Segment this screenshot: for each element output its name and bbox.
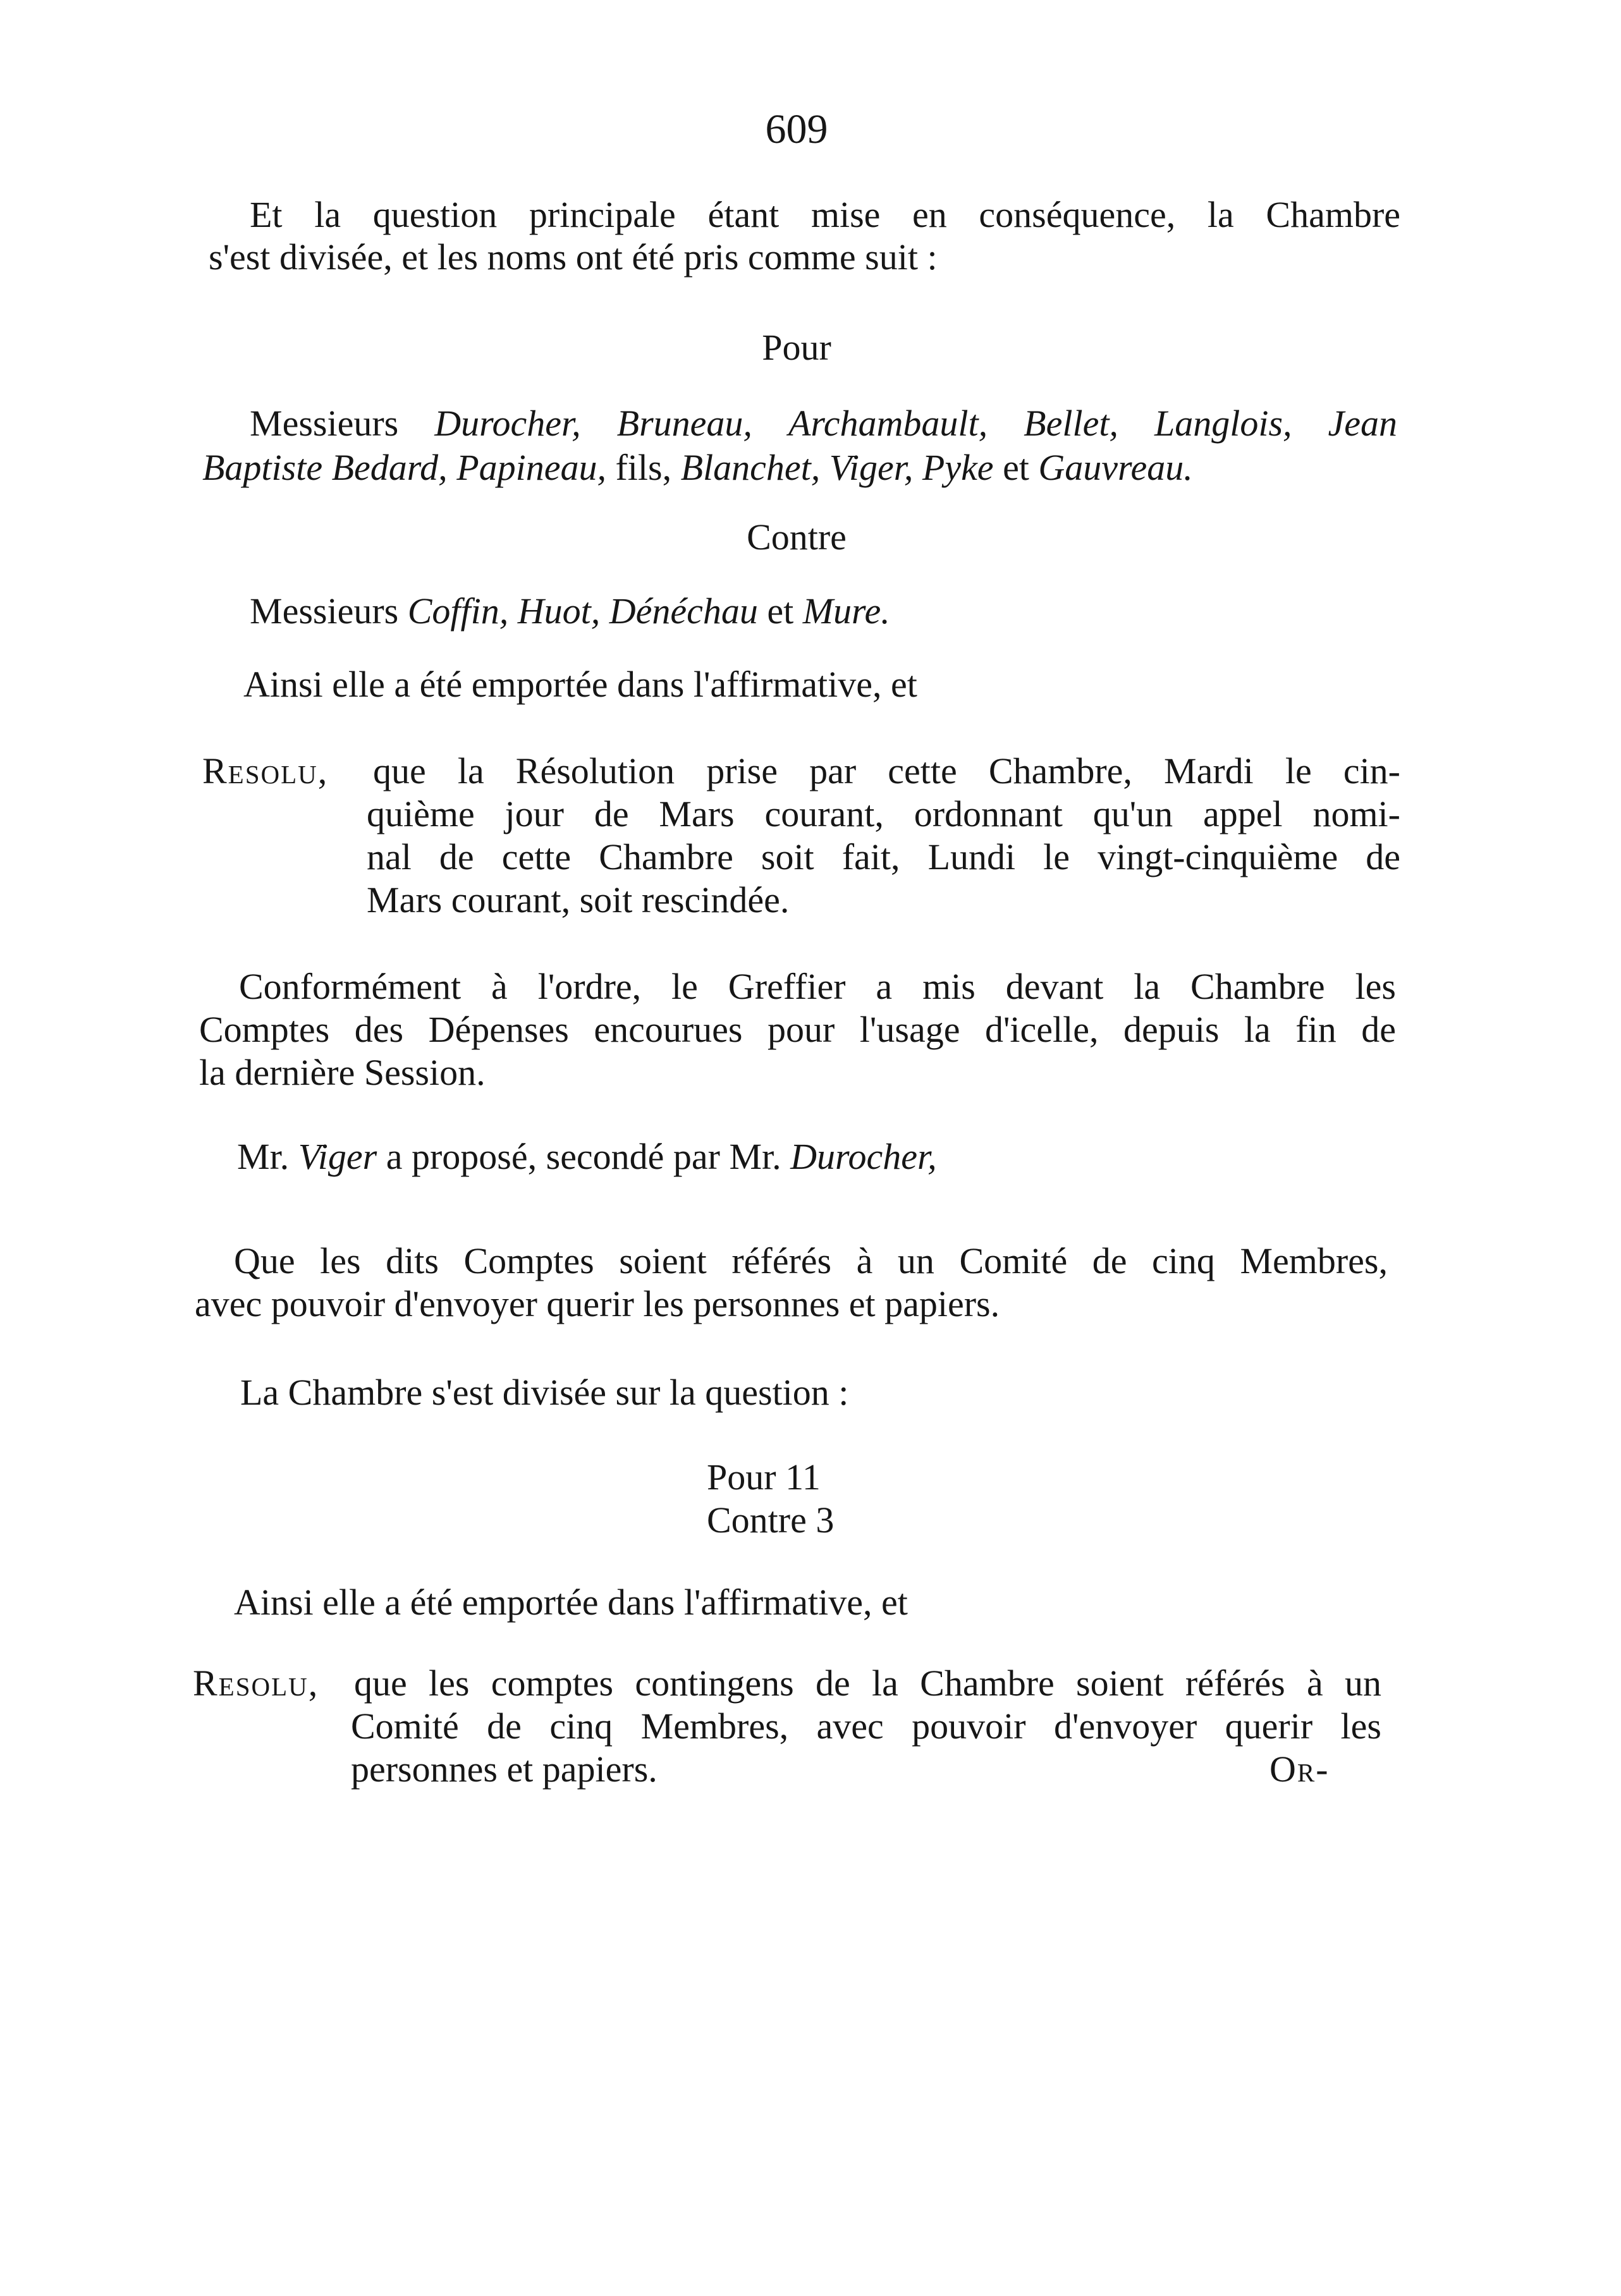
vote-pour-names-line-2 bbox=[202, 446, 1193, 490]
resolution-1-label: Resolu, bbox=[202, 750, 329, 791]
resolution-1-line-4: Mars courant, soit rescindée. bbox=[367, 879, 790, 920]
name-papineau: Papineau, bbox=[456, 447, 606, 488]
vote-pour-names-line-1 bbox=[250, 401, 1397, 446]
paragraph-1-line-2: s'est divisée, et les noms ont été pris comme suit : bbox=[209, 236, 938, 278]
paragraph-3-line-3: la dernière Session. bbox=[199, 1052, 486, 1093]
motion-text: a proposé, secondé par Mr. bbox=[386, 1136, 781, 1177]
resolution-2-line-3: personnes et papiers. bbox=[351, 1749, 658, 1790]
name-bruneau: Bruneau, bbox=[616, 403, 752, 444]
vote-2-pour: Pour 11 bbox=[707, 1456, 821, 1498]
fils-label: fils, bbox=[615, 447, 672, 488]
name-bellet: Bellet, bbox=[1024, 403, 1118, 444]
name-gauvreau: Gauvreau. bbox=[1038, 447, 1193, 488]
resolution-2-line-2: Comité de cinq Membres, avec pouvoir d'envoyer querir les bbox=[351, 1706, 1381, 1747]
name-coffin: Coffin, bbox=[407, 590, 509, 632]
name-blanchet: Blanchet, bbox=[680, 447, 821, 488]
messieurs-label: Messieurs bbox=[250, 403, 399, 444]
name-durocher: Durocher, bbox=[790, 1136, 937, 1177]
vote-contre-names bbox=[250, 589, 890, 633]
motion-line bbox=[237, 1135, 937, 1179]
mr-label: Mr. bbox=[237, 1136, 290, 1177]
paragraph-4-line-2: avec pouvoir d'envoyer querir les personnes et papiers. bbox=[195, 1283, 1000, 1324]
paragraph-2: Ainsi elle a été emportée dans l'affirmative, et bbox=[243, 664, 917, 705]
vote-contre-heading: Contre bbox=[747, 516, 847, 558]
name-langlois: Langlois, bbox=[1154, 403, 1292, 444]
name-mure: Mure. bbox=[802, 590, 890, 632]
name-durocher: Durocher, bbox=[434, 403, 581, 444]
messieurs-label: Messieurs bbox=[250, 590, 399, 632]
name-archambault: Archambault, bbox=[788, 403, 988, 444]
catchword: Or- bbox=[1269, 1749, 1330, 1790]
name-viger: Viger, bbox=[829, 447, 914, 488]
resolution-1-line-3: nal de cette Chambre soit fait, Lundi le vingt-cinquième de bbox=[367, 836, 1400, 877]
resolution-1-line-2: quième jour de Mars courant, ordonnant qu'un appel nomi- bbox=[367, 793, 1400, 834]
vote-2-contre: Contre 3 bbox=[707, 1499, 835, 1541]
page-number: 609 bbox=[765, 106, 828, 152]
paragraph-5: La Chambre s'est divisée sur la question : bbox=[240, 1372, 849, 1413]
et-label: et bbox=[1003, 447, 1029, 488]
vote-pour-heading: Pour bbox=[762, 327, 831, 368]
name-pyke: Pyke bbox=[922, 447, 994, 488]
paragraph-3-line-1: Conformément à l'ordre, le Greffier a mis devant la Chambre les bbox=[239, 966, 1396, 1007]
resolution-1-line-1: que la Résolution prise par cette Chambre, Mardi le cin- bbox=[373, 750, 1400, 791]
resolution-2-line-1: que les comptes contingens de la Chambre soient référés à un bbox=[354, 1663, 1381, 1704]
paragraph-1-line-1: Et la question principale étant mise en conséquence, la Chambre bbox=[250, 194, 1400, 235]
name-denechau: Dénéchau bbox=[609, 590, 758, 632]
name-baptiste-bedard: Baptiste Bedard, bbox=[202, 447, 448, 488]
name-viger: Viger bbox=[298, 1136, 377, 1177]
paragraph-4-line-1: Que les dits Comptes soient référés à un Comité de cinq Membres, bbox=[234, 1240, 1388, 1281]
et-label: et bbox=[767, 590, 794, 632]
name-jean: Jean bbox=[1328, 403, 1398, 444]
paragraph-3-line-2: Comptes des Dépenses encourues pour l'usage d'icelle, depuis la fin de bbox=[199, 1009, 1396, 1050]
resolution-2-label: Resolu, bbox=[193, 1663, 319, 1704]
name-huot: Huot, bbox=[517, 590, 601, 632]
paragraph-6: Ainsi elle a été emportée dans l'affirmative, et bbox=[234, 1582, 908, 1623]
